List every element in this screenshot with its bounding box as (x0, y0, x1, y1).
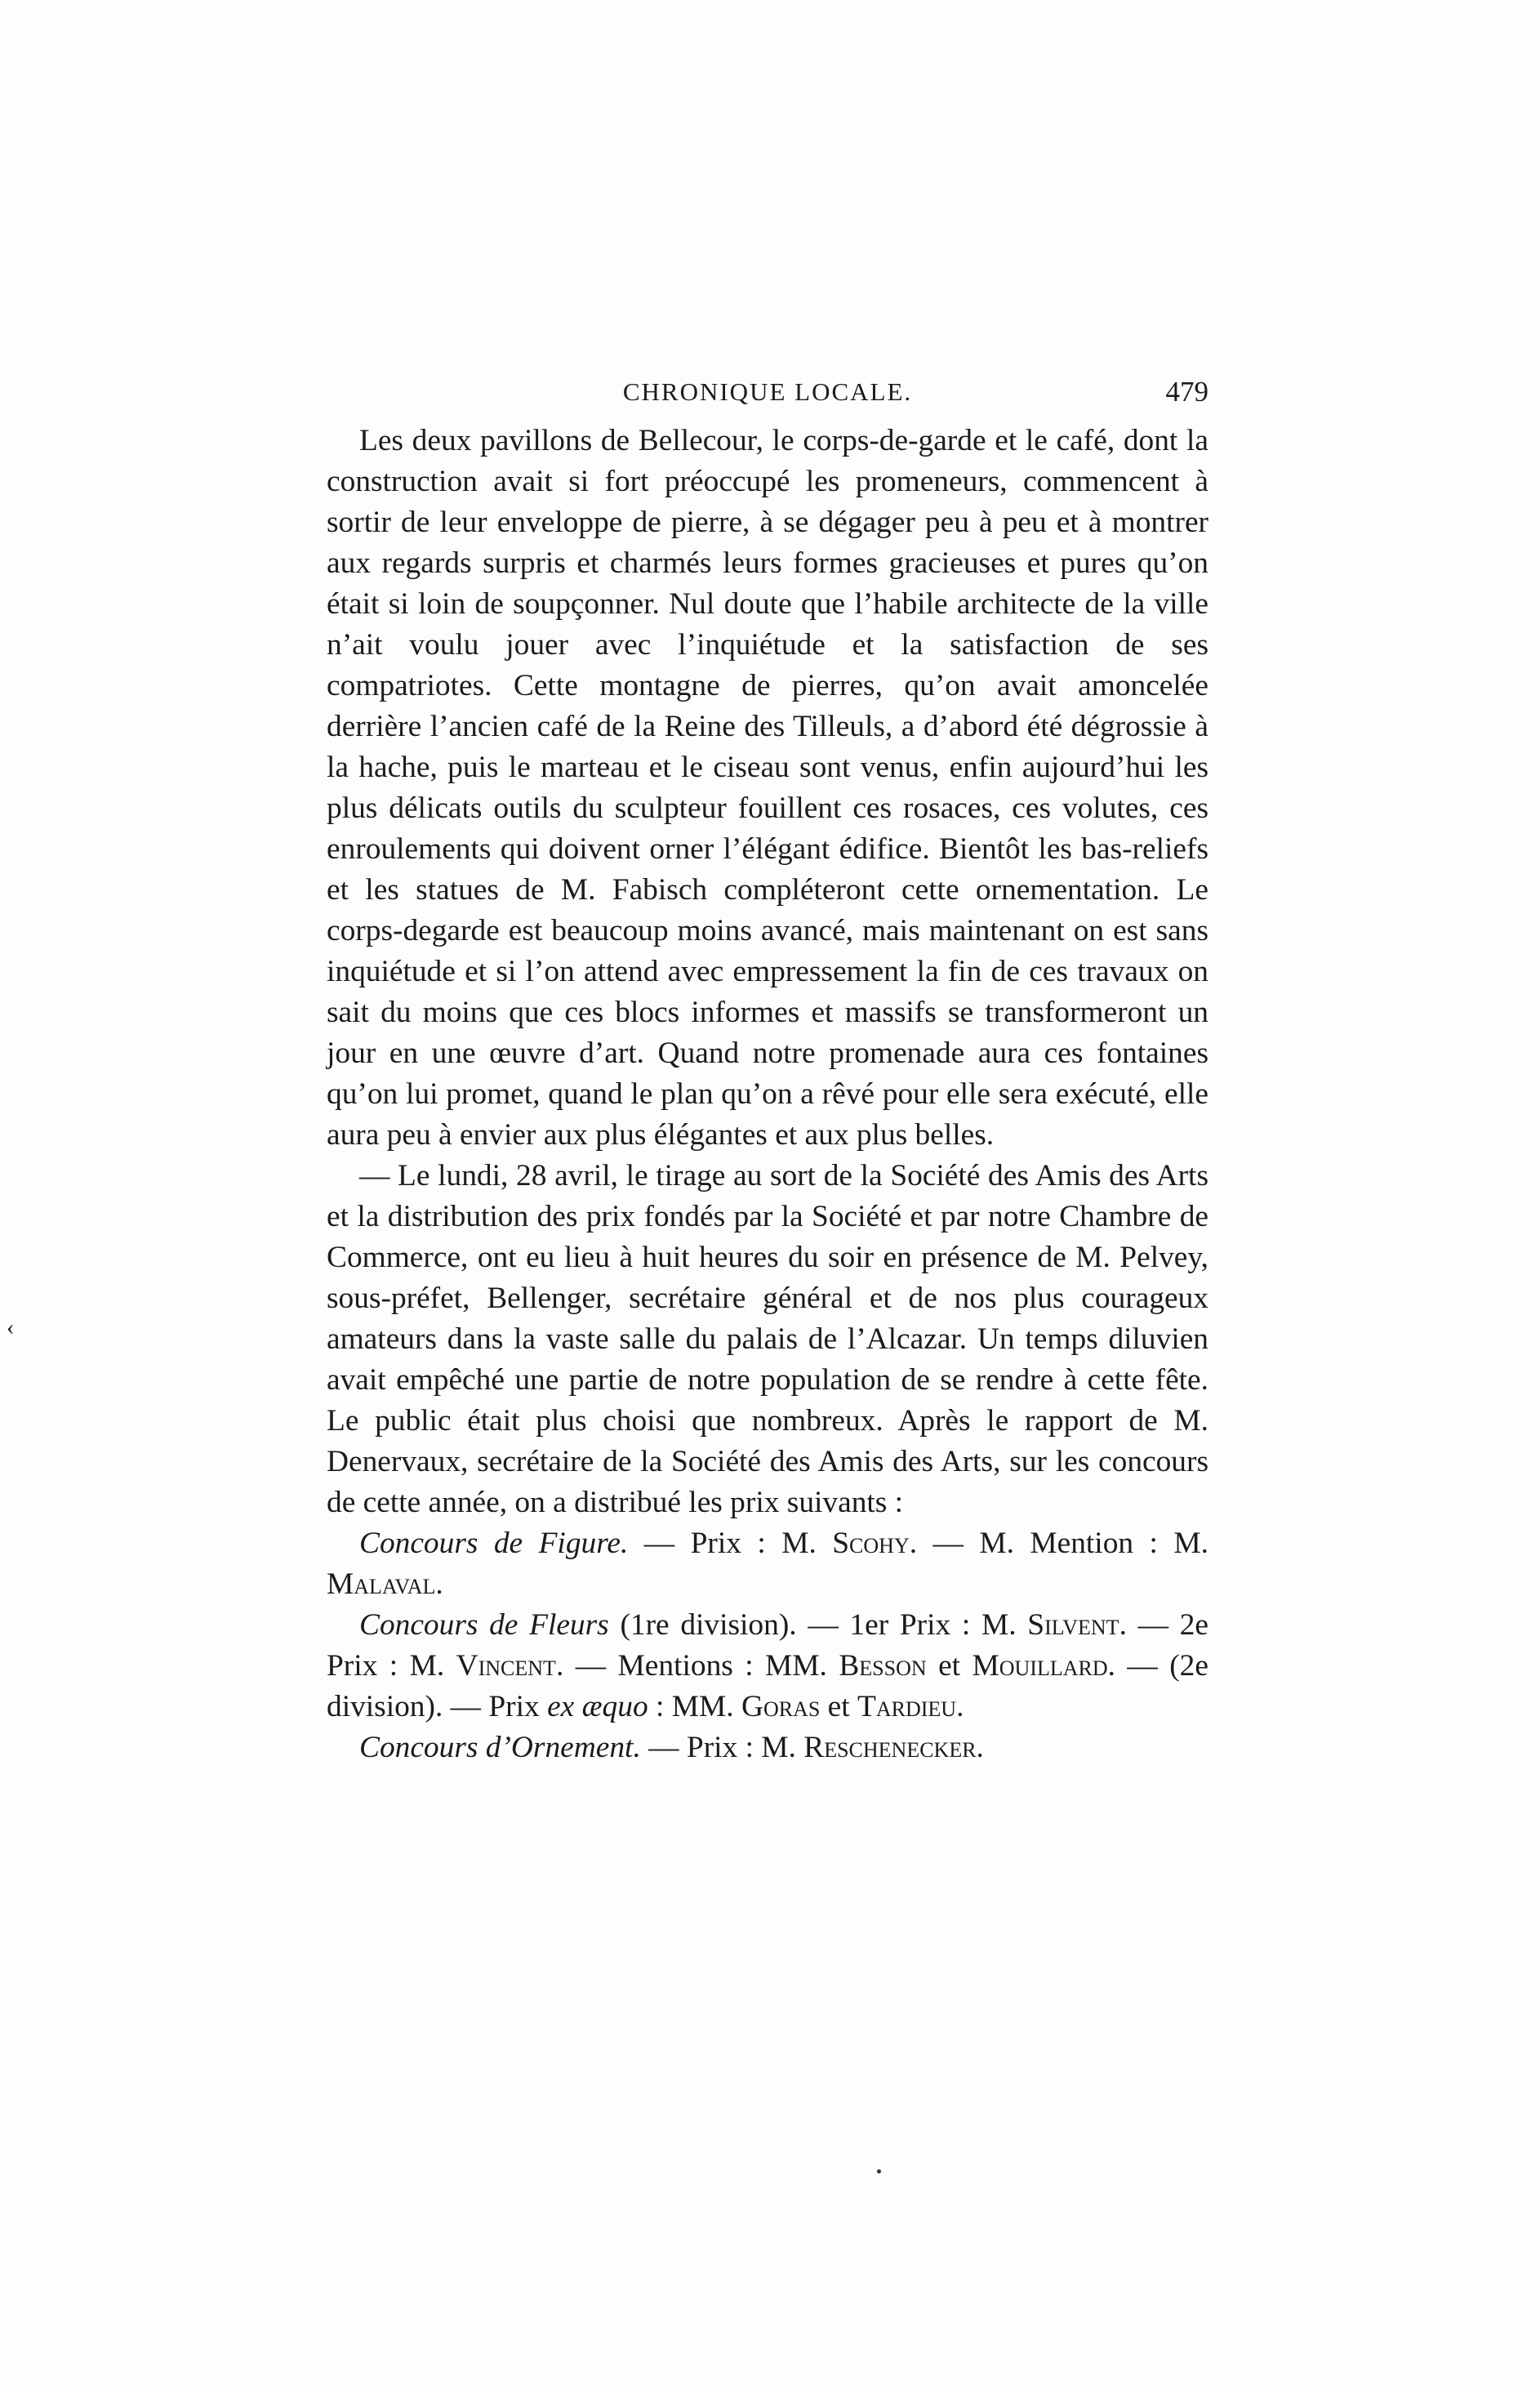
prize-figure-mention: Malaval (327, 1567, 436, 1601)
prize-figure: Concours de Figure. — Prix : M. Scohy. — M. Mention : M. Malaval. (327, 1527, 1208, 1601)
body-text (327, 421, 1208, 1768)
prize-ornement-label: Concours d’Ornement. (359, 1731, 641, 1764)
margin-mark: ‹ (7, 1315, 15, 1340)
prize-figure-winner: Scohy (832, 1527, 910, 1560)
prize-fleurs-label: Concours de Fleurs (359, 1608, 609, 1642)
paragraph-bellecour: Les deux pavillons de Bellecour, le corps-de-garde et le café, dont la construction avait si fort préoccupé les promeneurs, commencent à sortir de leur enveloppe de pierre, à se dégager peu à peu et à montrer aux regards surpris et charmés leurs formes gracieuses et pures qu’on était si loin de soupçonner. Nul doute que l’habile architecte de la ville n’ait voulu jouer avec l’inquiétude et la satisfaction de ses compatriotes. Cette montagne de pierres, qu’on avait amoncelée derrière l’ancien café de la Reine des Tilleuls, a d’abord été dégrossie à la hache, puis le marteau et le ciseau sont venus, enfin aujourd’hui les plus délicats outils du sculpteur fouillent ces rosaces, ces volutes, ces enroulements qui doivent orner l’élégant édifice. Bientôt les bas-reliefs et les statues de M. Fabisch compléteront cette ornementation. Le corps-degarde est beaucoup moins avancé, mais maintenant on est sans inquiétude et si l’on attend avec empressement la fin de ces travaux on sait du moins que ces blocs informes et massifs se transformeront un jour en une œuvre d’art. Quand notre promenade aura ces fontaines qu’on lui promet, quand le plan qu’on a rêvé pour elle sera exécuté, elle aura peu à envier aux plus élégantes et aux plus belles. (327, 424, 1208, 1152)
prize-fleurs: Concours de Fleurs (1re division). — 1er Prix : M. Silvent. — 2e Prix : M. Vincent. — Mentions : MM. Besson et Mouillard. — (2e division). — Prix ex æquo : MM. Goras et Tardieu. (327, 1608, 1208, 1723)
prize-ornement: Concours d’Ornement. — Prix : M. Reschenecker. (359, 1731, 984, 1764)
paragraph-amis-des-arts: — Le lundi, 28 avril, le tirage au sort de la Société des Amis des Arts et la distribution des prix fondés par la Société et par notre Chambre de Commerce, ont eu lieu à huit heures du soir en présence de M. Pelvey, sous-préfet, Bellenger, secrétaire général et de nos plus courageux amateurs dans la vaste salle du palais de l’Alcazar. Un temps diluvien avait empêché une partie de notre population de se rendre à cette fête. Le public était plus choisi que nombreux. Après le rapport de M. Denervaux, secrétaire de la Société des Amis des Arts, sur les concours de cette année, on a distribué les prix suivants : (327, 1159, 1208, 1519)
page-header (327, 372, 1208, 412)
ink-dot (877, 2169, 881, 2173)
running-head: CHRONIQUE LOCALE. (622, 377, 913, 406)
page-number: 479 (1165, 376, 1208, 408)
prize-figure-label: Concours de Figure. (359, 1527, 629, 1560)
